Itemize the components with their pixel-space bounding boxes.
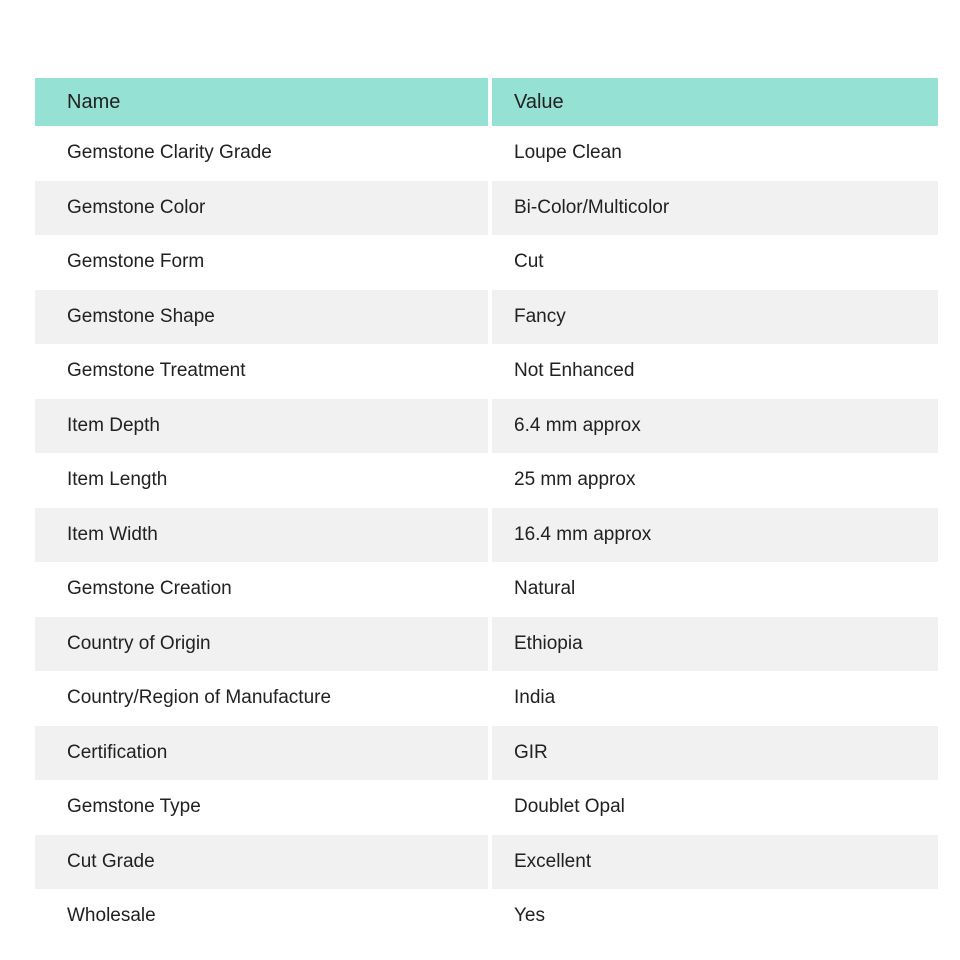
row-name: Gemstone Shape: [35, 290, 488, 345]
row-name: Country of Origin: [35, 617, 488, 672]
row-name: Gemstone Form: [67, 251, 205, 273]
row-value: Not Enhanced: [514, 360, 635, 382]
table-row: [35, 889, 938, 944]
table-body: [35, 126, 938, 944]
table-row: [35, 181, 938, 236]
table-row: [35, 453, 938, 508]
table-header-row: [35, 78, 938, 126]
item-specifics-table: [35, 78, 938, 944]
table-row: [35, 126, 938, 181]
row-name: Item Depth: [35, 399, 488, 454]
row-value: Bi-Color/Multicolor: [492, 181, 938, 236]
row-name: Gemstone Clarity Grade: [67, 142, 272, 164]
row-value: Excellent: [492, 835, 938, 890]
table-row: [35, 235, 938, 290]
row-name: Country/Region of Manufacture: [67, 687, 332, 709]
table-row: [35, 617, 938, 672]
row-value: India: [514, 687, 556, 709]
row-value: Yes: [514, 905, 545, 927]
table-row: [35, 671, 938, 726]
row-value: Doublet Opal: [514, 796, 625, 818]
row-value: Loupe Clean: [514, 142, 622, 164]
row-name: Item Length: [67, 469, 168, 491]
row-name: Wholesale: [67, 905, 156, 927]
row-value: 25 mm approx: [514, 469, 636, 491]
row-value: Ethiopia: [492, 617, 938, 672]
table-row: [35, 562, 938, 617]
row-name: Gemstone Treatment: [67, 360, 246, 382]
table-row: [35, 835, 938, 890]
table-row: [35, 290, 938, 345]
row-value: 16.4 mm approx: [492, 508, 938, 563]
row-value: Fancy: [492, 290, 938, 345]
table-row: [35, 726, 938, 781]
row-value: GIR: [492, 726, 938, 781]
header-value-cell: Value: [492, 78, 938, 126]
row-name: Cut Grade: [35, 835, 488, 890]
row-name: Gemstone Type: [67, 796, 201, 818]
row-value: Natural: [514, 578, 576, 600]
row-name: Certification: [35, 726, 488, 781]
row-value: 6.4 mm approx: [492, 399, 938, 454]
row-name: Gemstone Color: [35, 181, 488, 236]
table-row: [35, 780, 938, 835]
row-value: Cut: [514, 251, 544, 273]
table-row: [35, 344, 938, 399]
row-name: Gemstone Creation: [67, 578, 232, 600]
table-row: [35, 399, 938, 454]
header-name-cell: Name: [35, 78, 488, 126]
table-row: [35, 508, 938, 563]
row-name: Item Width: [35, 508, 488, 563]
